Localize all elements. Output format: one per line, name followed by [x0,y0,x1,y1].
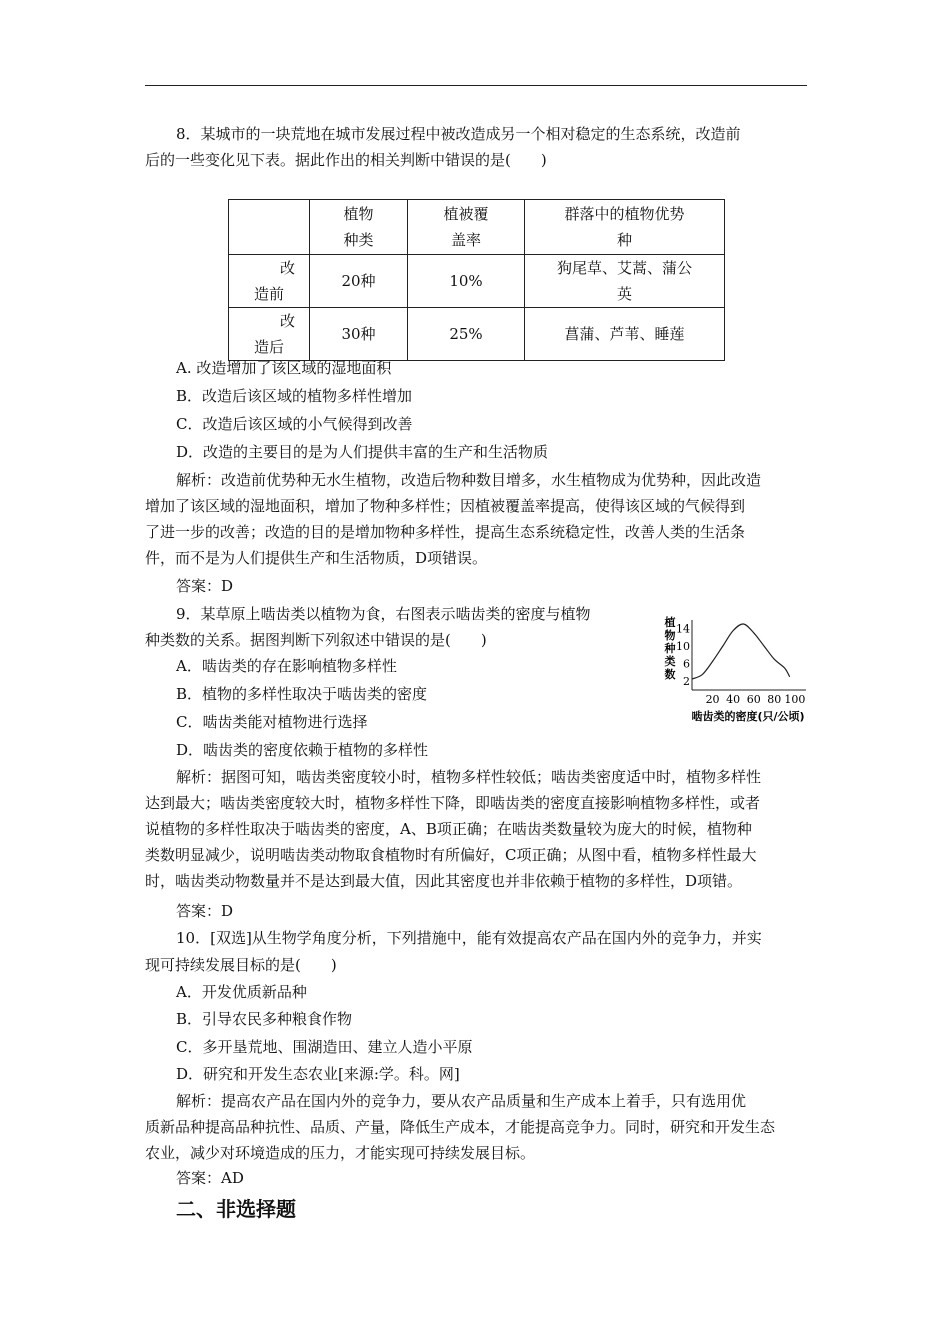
q9-option-d: D．啮齿类的密度依赖于植物的多样性 [176,741,429,759]
table-header-row [229,200,725,255]
q8-option-b: B．改造后该区域的植物多样性增加 [176,387,413,405]
table-cell [525,255,725,308]
q9-chart [658,612,818,724]
cell-line: 植物 [343,205,374,223]
header-rule [145,85,807,86]
y-tick-label: 14 [676,622,690,636]
cell-text [525,321,724,347]
x-tick-label: 60 [746,693,761,706]
header-cell-empty [229,200,310,255]
section-heading: 二、非选择题 [176,1197,296,1221]
q10-answer: 答案：AD [176,1169,244,1187]
cell-line: 群落中的植物优势 [564,205,685,223]
q8-analysis-line: 件，而不是为人们提供生产和生活物质，D项错误。 [145,549,488,567]
q9-option-a: A．啮齿类的存在影响植物多样性 [176,657,397,675]
y-tick-label: 2 [683,675,690,689]
header-cell [408,200,525,255]
table-cell [525,308,725,361]
q9-analysis-line: 说植物的多样性取决于啮齿类的密度，A、B项正确；在啮齿类数量较为庞大的时候，植物种 [145,820,752,838]
cell-text [229,308,309,360]
y-axis-label-char: 类 [664,655,676,668]
y-axis-label-char: 植 [664,616,676,629]
q8-analysis-line: 了进一步的改善；改造的目的是增加物种多样性，提高生态系统稳定性，改善人类的生活条 [145,523,746,541]
q8-option-a: A. 改造增加了该区域的湿地面积 [176,359,392,377]
cell-text [229,255,309,307]
x-tick-label: 20 [705,693,720,706]
table-cell [229,255,310,308]
q8-answer: 答案：D [176,577,234,595]
cell-text [408,321,524,347]
cell-line: 种 [616,231,632,249]
q10-option-b: B．引导农民多种粮食作物 [176,1010,353,1028]
cell-text [310,268,407,294]
q8-stem-line-1: 8．某城市的一块荒地在城市发展过程中被改造成另一个相对稳定的生态系统，改造前 [176,125,741,143]
y-axis-label [664,615,676,681]
q9-stem-line-1: 9．某草原上啮齿类以植物为食，右图表示啮齿类的密度与植物 [176,605,591,623]
q8-option-c: C．改造后该区域的小气候得到改善 [176,415,413,433]
x-tick-label: 40 [726,693,741,706]
q10-stem-line-1: 10．[双选]从生物学角度分析，下列措施中，能有效提高农产品在国内外的竞争力，并实 [176,929,762,947]
header-cell [525,200,725,255]
cell-line: 10% [449,272,483,290]
y-tick-label: 6 [683,657,690,671]
x-tick-label: 100 [784,693,806,706]
header-cell-text [525,201,724,253]
y-axis-label-char: 种 [664,642,676,655]
cell-line: 造后 [253,338,284,356]
q10-analysis-line: 农业，减少对环境造成的压力，才能实现可持续发展目标。 [145,1144,536,1162]
table-cell [408,308,525,361]
q9-analysis-line: 类数明显减少，说明啮齿类动物取食植物时有所偏好，C项正确；从图中看，植物多样性最大 [145,846,757,864]
header-cell-text [310,201,407,253]
q10-option-a: A．开发优质新品种 [176,983,307,1001]
q8-stem-line-2: 后的一些变化见下表。据此作出的相关判断中错误的是( ) [145,151,547,169]
cell-line: 20种 [341,272,376,290]
q10-stem-line-2: 现可持续发展目标的是( ) [145,956,337,974]
cell-line: 造前 [253,285,284,303]
q9-answer: 答案：D [176,902,234,920]
q10-option-c: C．多开垦荒地、围湖造田、建立人造小平原 [176,1038,473,1056]
x-tick-label: 80 [767,693,782,706]
cell-text [525,255,724,307]
cell-text [310,321,407,347]
table-cell [310,308,408,361]
y-axis-label-char: 数 [664,668,676,681]
y-tick-label: 10 [676,640,690,653]
q9-option-c: C．啮齿类能对植物进行选择 [176,713,368,731]
cell-line: 植被覆 [443,205,489,223]
table-row [229,308,725,361]
cell-line: 狗尾草、艾蒿、蒲公 [556,259,692,277]
header-cell-text [408,201,524,253]
cell-line: 25% [449,325,483,343]
table-row [229,255,725,308]
cell-line: 30种 [341,325,376,343]
cell-line: 种类 [343,231,374,249]
cell-line: 英 [616,285,632,303]
cell-line: 改 [279,259,295,277]
q9-analysis-line: 达到最大；啮齿类密度较大时，植物多样性下降，即啮齿类的密度直接影响植物多样性，或者 [145,794,761,812]
x-axis-label: 啮齿类的密度(只/公顷) [691,710,805,723]
cell-line: 改 [279,312,295,330]
q9-option-b: B．植物的多样性取决于啮齿类的密度 [176,685,428,703]
q8-analysis-line: 增加了该区域的湿地面积，增加了物种多样性；因植被覆盖率提高，使得该区域的气候得到 [145,497,746,515]
cell-text [408,268,524,294]
q8-analysis-line: 解析：改造前优势种无水生植物，改造后物种数目增多，水生植物成为优势种，因此改造 [176,471,762,489]
q9-analysis-line: 时，啮齿类动物数量并不是达到最大值，因此其密度也并非依赖于植物的多样性，D项错。 [145,872,743,890]
table-cell [408,255,525,308]
q10-analysis-line: 质新品种提高品种抗性、品质、产量，降低生产成本，才能提高竞争力。同时，研究和开发生态 [145,1118,776,1136]
q9-stem-line-2: 种类数的关系。据图判断下列叙述中错误的是( ) [145,631,487,649]
cell-line: 盖率 [450,231,481,249]
header-cell [310,200,408,255]
q10-analysis-line: 解析：提高农产品在国内外的竞争力，要从农产品质量和生产成本上着手，只有选用优 [176,1092,747,1110]
series-line [692,624,790,679]
cell-line: 菖蒲、芦苇、睡莲 [564,325,685,343]
q10-option-d: D．研究和开发生态农业[来源:学。科。网] [176,1065,460,1083]
y-axis-label-char: 物 [664,629,676,642]
q9-analysis-line: 解析：据图可知，啮齿类密度较小时，植物多样性较低；啮齿类密度适中时，植物多样性 [176,768,762,786]
table-cell [310,255,408,308]
table-cell [229,308,310,361]
q8-table [228,199,725,361]
q8-option-d: D．改造的主要目的是为人们提供丰富的生产和生活物质 [176,443,549,461]
